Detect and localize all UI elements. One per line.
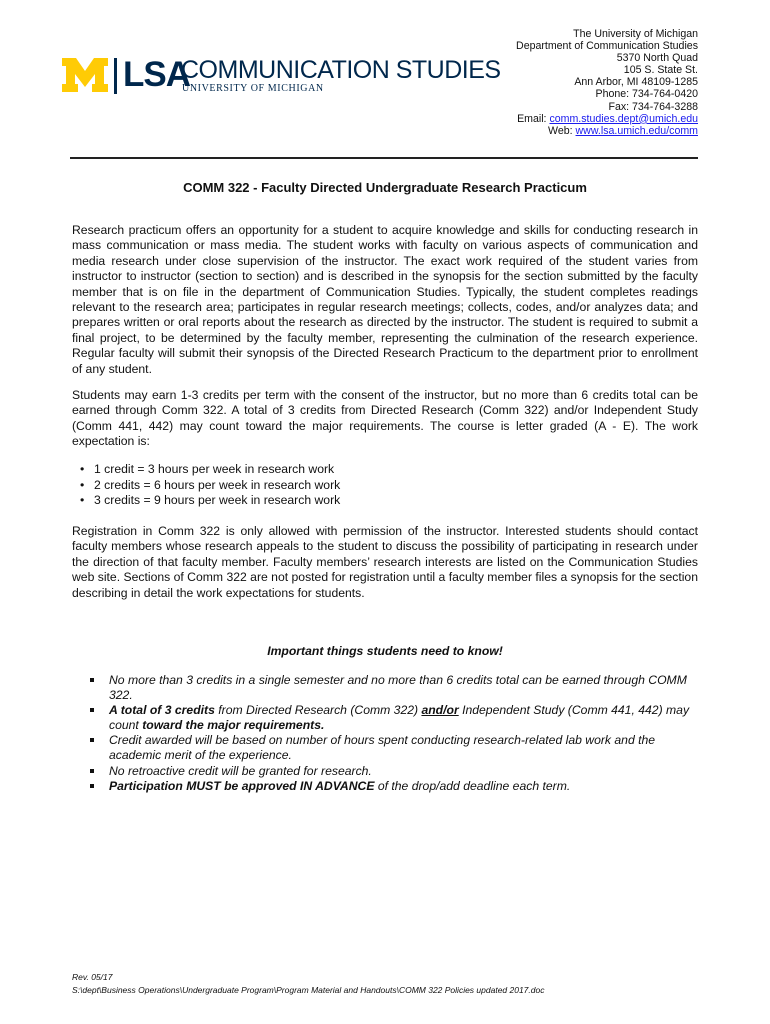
- emphasis-text: A total of 3 credits: [109, 703, 215, 718]
- document-title: COMM 322 - Faculty Directed Undergraduate Research Practicum: [183, 180, 587, 195]
- list-item: [90, 703, 690, 733]
- paragraph-description: Research practicum offers an opportunity for a student to acquire knowledge and skills for conducting research in mass communication or mass media. The student works with faculty on various aspects of communication and media research under close supervision of the instructor. The exact work required of the student varies from instructor to instructor (section to section) and is described in the synopsis for the section submitted by the faculty member that is on file in the department of Communication Studies. Typically, the student completes readings relevant to the research area; participates in regular research meetings; collects, codes, and/or analyzes data; and prepares written or oral reports about the research as directed by the instructor. The student is required to submit a final project, to be determined by the faculty member, representing the culmination of the research experience. Regular faculty will submit their synopsis of the Directed Research Practicum to the department prior to enrollment of any student.: [72, 223, 698, 376]
- document-footer: [72, 971, 544, 997]
- paragraph-registration: Registration in Comm 322 is only allowed with permission of the instructor. Interested students should contact faculty members whose research appeals to the student to discuss the possibility of participating in research under the direction of that faculty member. Faculty members’ research interests are listed on the Communication Studies web site. Sections of Comm 322 are not posted for registration until a faculty member files a synopsis for the section describing in detail the work expectations for students.: [72, 524, 698, 600]
- header-divider: [70, 157, 698, 159]
- emphasis-text: Participation MUST be approved IN ADVANCE: [109, 778, 375, 793]
- address-line: The University of Michigan: [573, 28, 698, 40]
- credit-hours-list: [80, 462, 340, 509]
- list-item: No retroactive credit will be granted for research.: [90, 764, 690, 779]
- list-item: • 2 credits = 6 hours per week in research work: [80, 478, 340, 494]
- file-path: S:\dept\Business Operations\Undergraduate Program\Program Material and Handouts\COMM 322 Policies updated 2017.doc: [72, 985, 545, 995]
- list-item: Credit awarded will be based on number of hours spent conducting research-related lab work and the academic merit of the experience.: [90, 733, 690, 763]
- list-item-text: from Directed Research (Comm 322): [214, 703, 422, 718]
- address-line: 105 S. State St.: [623, 64, 698, 77]
- logo-divider: [114, 58, 117, 94]
- web-line: [516, 125, 698, 137]
- list-item-text: Independent Study (Comm 441, 442) may count: [109, 703, 690, 733]
- important-list: [90, 673, 690, 794]
- block-m-icon: [62, 58, 108, 92]
- address-line: Department of Communication Studies: [516, 40, 698, 53]
- list-item: • 1 credit = 3 hours per week in research work: [80, 462, 340, 478]
- important-heading: Important things students need to know!: [267, 644, 503, 658]
- logo-department-text: COMMUNICATION STUDIES: [181, 56, 501, 84]
- email-line: [516, 113, 698, 125]
- emphasis-text: and/or: [421, 703, 459, 718]
- fax-line: Fax: 734-764-3288: [608, 100, 698, 113]
- emphasis-text: toward the major requirements.: [142, 718, 325, 733]
- department-address: [516, 28, 698, 137]
- revision-note: Rev. 05/17: [72, 972, 113, 982]
- web-label: Web:: [548, 124, 576, 137]
- phone-line: Phone: 734-764-0420: [595, 88, 698, 101]
- logo-lsa-text: LSA: [123, 55, 190, 94]
- web-link[interactable]: www.lsa.umich.edu/comm: [575, 124, 698, 137]
- lsa-communication-studies-logo: [62, 55, 501, 98]
- list-item: [90, 779, 690, 794]
- email-label: Email:: [517, 112, 550, 125]
- paragraph-credits: Students may earn 1-3 credits per term with the consent of the instructor, but no more than 6 credits total can be earned through Comm 322. A total of 3 credits from Directed Research (Comm 322) and/or Independent Study (Comm 441, 442) may count toward the major requirements. The course is letter graded (A - E). The work expectation is:: [72, 388, 698, 449]
- address-line: Ann Arbor, MI 48109-1285: [574, 76, 698, 89]
- list-item: • 3 credits = 9 hours per week in research work: [80, 493, 340, 509]
- address-line: 5370 North Quad: [616, 52, 698, 65]
- list-item-text: of the drop/add deadline each term.: [374, 778, 571, 793]
- logo-university-text: UNIVERSITY OF MICHIGAN: [182, 83, 324, 94]
- list-item: No more than 3 credits in a single semester and no more than 6 credits total can be earned through COMM 322.: [90, 673, 690, 703]
- email-link[interactable]: comm.studies.dept@umich.edu: [549, 112, 698, 125]
